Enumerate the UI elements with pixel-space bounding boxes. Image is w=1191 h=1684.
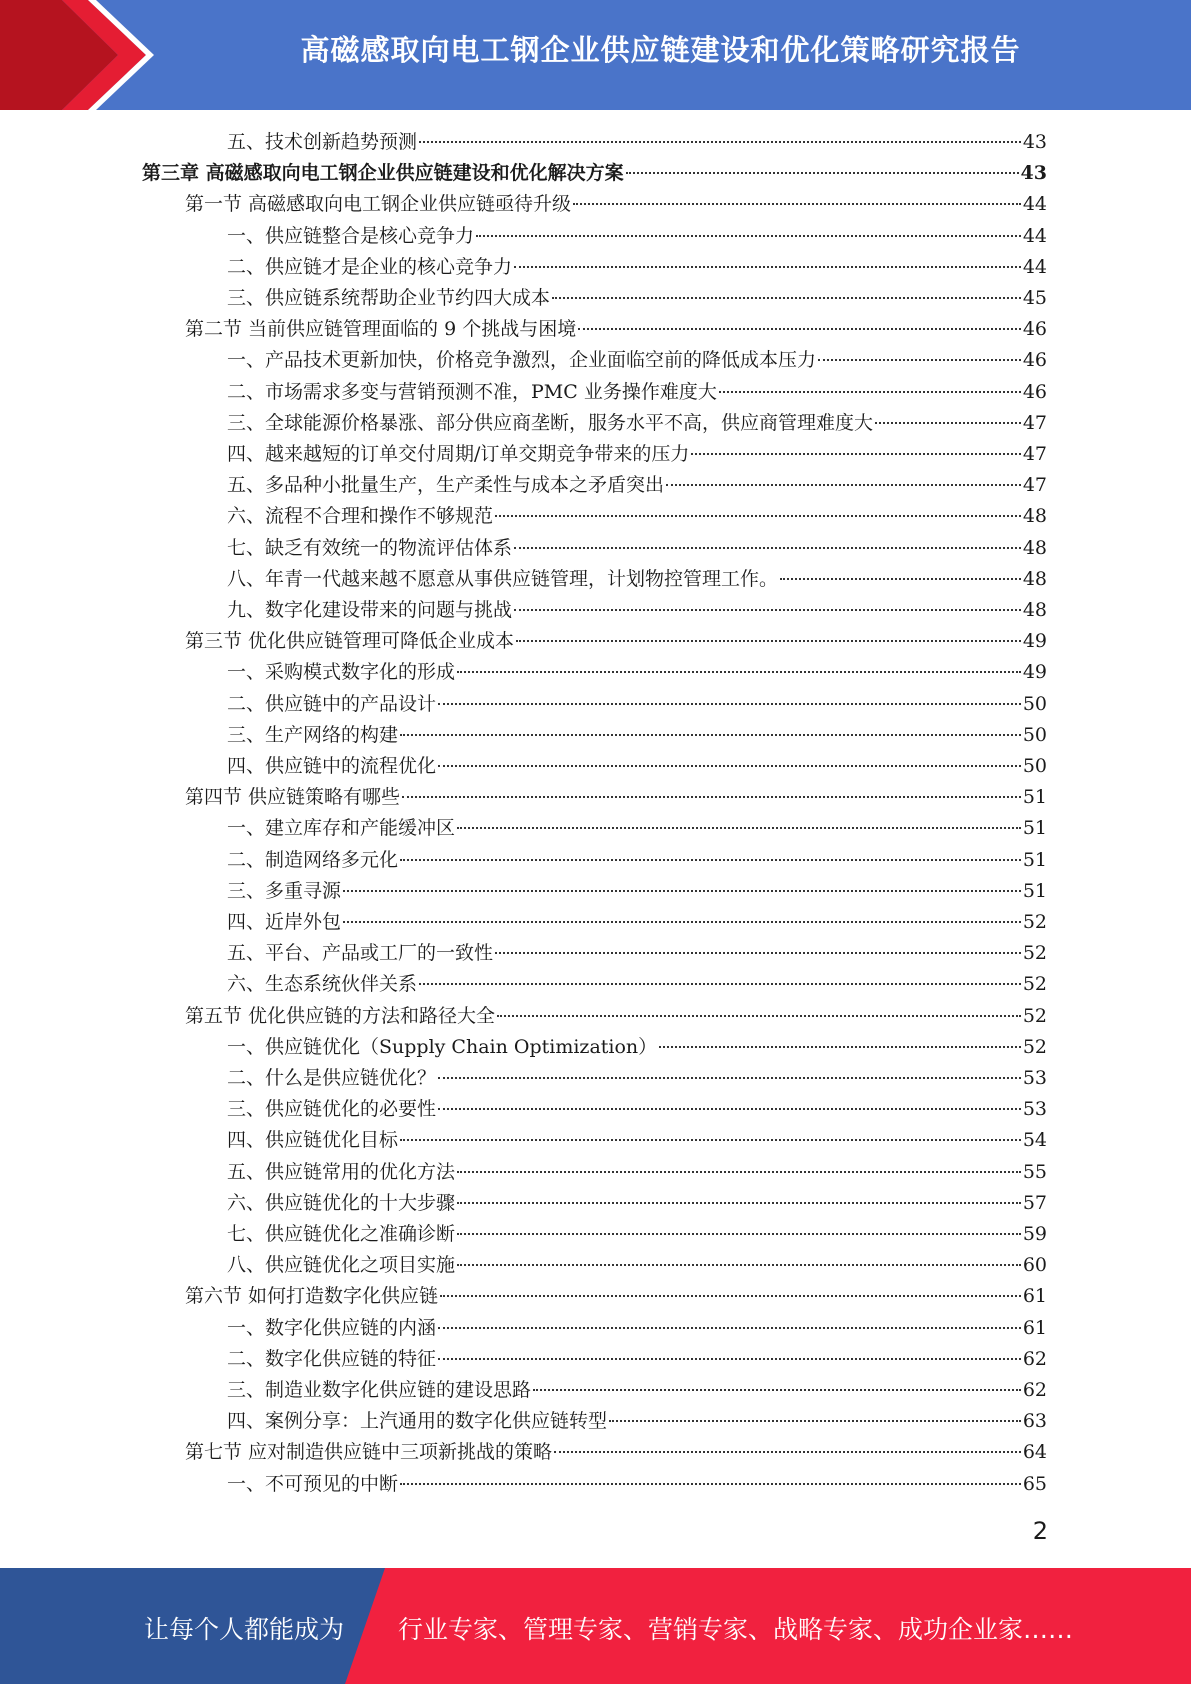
toc-dot-leader — [343, 921, 1021, 923]
toc-dot-leader — [457, 1171, 1021, 1173]
toc-entry-title: 三、供应链优化的必要性 — [227, 1098, 437, 1120]
toc-dot-leader — [609, 1420, 1021, 1422]
toc-entry[interactable] — [227, 689, 1047, 720]
toc-entry-title: 三、全球能源价格暴涨、部分供应商垄断，服务水平不高，供应商管理难度大 — [227, 412, 874, 434]
toc-entry-page: 52 — [1022, 973, 1047, 995]
page-header — [0, 0, 1191, 110]
toc-dot-leader — [457, 1233, 1021, 1235]
toc-entry-title: 八、年青一代越来越不愿意从事供应链管理，计划物控管理工作。 — [227, 568, 779, 590]
toc-entry[interactable] — [227, 969, 1047, 1000]
toc-entry-page: 52 — [1022, 1036, 1047, 1058]
toc-dot-leader — [438, 765, 1021, 767]
toc-entry-page: 48 — [1022, 537, 1047, 559]
toc-dot-leader — [495, 952, 1021, 954]
toc-entry[interactable] — [227, 1344, 1047, 1375]
toc-entry-title: 第三章 高磁感取向电工钢企业供应链建设和优化解决方案 — [142, 162, 624, 184]
toc-dot-leader — [440, 1295, 1021, 1297]
toc-entry-page: 51 — [1022, 849, 1047, 871]
toc-entry-title: 四、案例分享：上汽通用的数字化供应链转型 — [227, 1410, 608, 1432]
toc-entry[interactable] — [227, 252, 1047, 283]
page-number: 2 — [1032, 1517, 1048, 1545]
toc-entry-page: 46 — [1022, 381, 1047, 403]
toc-entry-page: 49 — [1022, 630, 1047, 652]
toc-entry[interactable] — [227, 221, 1047, 252]
toc-entry-title: 三、供应链系统帮助企业节约四大成本 — [227, 287, 551, 309]
toc-entry[interactable] — [227, 345, 1047, 376]
toc-entry-page: 52 — [1022, 942, 1047, 964]
toc-entry-title: 三、生产网络的构建 — [227, 724, 399, 746]
toc-entry-title: 第一节 高磁感取向电工钢企业供应链亟待升级 — [185, 193, 572, 215]
toc-entry[interactable] — [227, 751, 1047, 782]
toc-dot-leader — [533, 1389, 1021, 1391]
toc-dot-leader — [438, 1077, 1021, 1079]
toc-entry-title: 一、不可预见的中断 — [227, 1473, 399, 1495]
toc-entry[interactable] — [227, 283, 1047, 314]
toc-entry-page: 64 — [1022, 1441, 1047, 1463]
toc-entry-page: 62 — [1022, 1379, 1047, 1401]
toc-entry-page: 50 — [1022, 724, 1047, 746]
toc-entry-page: 44 — [1022, 256, 1047, 278]
toc-dot-leader — [457, 671, 1021, 673]
toc-entry-page: 49 — [1022, 661, 1047, 683]
toc-entry-title: 第六节 如何打造数字化供应链 — [185, 1285, 439, 1307]
toc-entry-page: 43 — [1020, 162, 1047, 184]
toc-entry-page: 60 — [1022, 1254, 1047, 1276]
toc-entry-title: 五、平台、产品或工厂的一致性 — [227, 942, 494, 964]
toc-dot-leader — [400, 859, 1021, 861]
report-title: 高磁感取向电工钢企业供应链建设和优化策略研究报告 — [300, 33, 1021, 67]
toc-entry-title: 七、供应链优化之准确诊断 — [227, 1223, 456, 1245]
toc-entry[interactable] — [185, 1001, 1047, 1032]
toc-entry-title: 九、数字化建设带来的问题与挑战 — [227, 599, 513, 621]
toc-entry-page: 53 — [1022, 1098, 1047, 1120]
toc-dot-leader — [438, 703, 1021, 705]
toc-entry[interactable] — [227, 1219, 1047, 1250]
toc-entry-title: 第四节 供应链策略有哪些 — [185, 786, 401, 808]
toc-entry[interactable] — [185, 782, 1047, 813]
toc-entry-title: 六、生态系统伙伴关系 — [227, 973, 418, 995]
toc-entry-title: 一、数字化供应链的内涵 — [227, 1317, 437, 1339]
toc-entry-title: 一、供应链整合是核心竞争力 — [227, 225, 475, 247]
toc-entry[interactable] — [227, 1032, 1047, 1063]
toc-entry-page: 51 — [1022, 817, 1047, 839]
toc-entry[interactable] — [227, 1375, 1047, 1406]
toc-entry[interactable] — [227, 813, 1047, 844]
toc-entry-title: 二、制造网络多元化 — [227, 849, 399, 871]
toc-entry-page: 54 — [1022, 1129, 1047, 1151]
toc-entry-page: 51 — [1022, 786, 1047, 808]
toc-entry[interactable] — [227, 876, 1047, 907]
toc-dot-leader — [554, 1451, 1021, 1453]
toc-dot-leader — [400, 734, 1021, 736]
toc-dot-leader — [514, 609, 1021, 611]
toc-entry-title: 六、供应链优化的十大步骤 — [227, 1192, 456, 1214]
toc-entry-title: 第五节 优化供应链的方法和路径大全 — [185, 1005, 496, 1027]
toc-entry-page: 45 — [1022, 287, 1047, 309]
toc-entry-page: 51 — [1022, 880, 1047, 902]
toc-entry-page: 61 — [1022, 1317, 1047, 1339]
toc-dot-leader — [438, 1358, 1021, 1360]
toc-entry-title: 第七节 应对制造供应链中三项新挑战的策略 — [185, 1441, 553, 1463]
toc-entry-title: 第三节 优化供应链管理可降低企业成本 — [185, 630, 515, 652]
toc-dot-leader — [438, 1327, 1021, 1329]
toc-entry[interactable] — [227, 1250, 1047, 1281]
toc-entry-title: 五、技术创新趋势预测 — [227, 131, 418, 153]
toc-entry[interactable] — [227, 439, 1047, 470]
toc-entry-page: 50 — [1022, 755, 1047, 777]
toc-dot-leader — [497, 1015, 1021, 1017]
toc-entry[interactable] — [185, 314, 1047, 345]
toc-entry-title: 八、供应链优化之项目实施 — [227, 1254, 456, 1276]
toc-dot-leader — [514, 547, 1021, 549]
toc-entry-title: 六、流程不合理和操作不够规范 — [227, 505, 494, 527]
toc-entry-page: 59 — [1022, 1223, 1047, 1245]
toc-entry[interactable] — [227, 907, 1047, 938]
toc-entry[interactable] — [227, 408, 1047, 439]
toc-dot-leader — [875, 422, 1021, 424]
toc-entry-title: 三、制造业数字化供应链的建设思路 — [227, 1379, 532, 1401]
toc-entry-page: 62 — [1022, 1348, 1047, 1370]
toc-dot-leader — [457, 827, 1021, 829]
toc-entry[interactable] — [227, 501, 1047, 532]
toc-dot-leader — [780, 578, 1021, 580]
toc-entry-page: 57 — [1022, 1192, 1047, 1214]
toc-dot-leader — [626, 172, 1019, 174]
toc-dot-leader — [573, 203, 1021, 205]
toc-dot-leader — [516, 640, 1021, 642]
toc-dot-leader — [343, 890, 1021, 892]
toc-entry-title: 二、数字化供应链的特征 — [227, 1348, 437, 1370]
page-footer — [0, 1568, 1191, 1684]
toc-dot-leader — [457, 1202, 1021, 1204]
toc-entry-page: 55 — [1022, 1161, 1047, 1183]
toc-entry[interactable] — [227, 1406, 1047, 1437]
toc-entry[interactable] — [227, 657, 1047, 688]
toc-entry[interactable] — [227, 1469, 1047, 1500]
toc-dot-leader — [514, 266, 1021, 268]
toc-entry[interactable] — [227, 1125, 1047, 1156]
toc-dot-leader — [659, 1046, 1021, 1048]
footer-slogan-left: 让每个人都能成为 — [144, 1615, 345, 1644]
toc-dot-leader — [402, 796, 1021, 798]
toc-dot-leader — [691, 453, 1020, 455]
toc-entry-page: 52 — [1022, 1005, 1047, 1027]
toc-entry[interactable] — [227, 1063, 1047, 1094]
toc-entry-title: 一、采购模式数字化的形成 — [227, 661, 456, 683]
toc-entry-title: 三、多重寻源 — [227, 880, 342, 902]
toc-entry-title: 四、供应链优化目标 — [227, 1129, 399, 1151]
toc-entry-page: 46 — [1022, 318, 1047, 340]
toc-entry[interactable] — [185, 1281, 1047, 1312]
toc-entry-page: 44 — [1022, 225, 1047, 247]
toc-entry[interactable] — [227, 1188, 1047, 1219]
toc-entry[interactable] — [227, 1313, 1047, 1344]
toc-entry-page: 44 — [1022, 193, 1047, 215]
toc-entry-page: 48 — [1022, 599, 1047, 621]
chevron-arrow-icon — [0, 0, 160, 110]
toc-entry-title: 五、多品种小批量生产，生产柔性与成本之矛盾突出 — [227, 474, 665, 496]
toc-entry[interactable] — [227, 127, 1047, 158]
toc-dot-leader — [457, 1264, 1021, 1266]
toc-entry[interactable] — [227, 1157, 1047, 1188]
toc-entry[interactable] — [227, 470, 1047, 501]
toc-entry[interactable] — [185, 189, 1047, 220]
toc-entry[interactable] — [227, 720, 1047, 751]
toc-entry-page: 47 — [1022, 443, 1047, 465]
toc-dot-leader — [476, 235, 1021, 237]
toc-entry-title: 二、市场需求多变与营销预测不准，PMC 业务操作难度大 — [227, 381, 717, 403]
toc-entry-title: 一、产品技术更新加快，价格竞争激烈，企业面临空前的降低成本压力 — [227, 349, 817, 371]
toc-dot-leader — [400, 1483, 1021, 1485]
toc-dot-leader — [419, 983, 1021, 985]
toc-entry[interactable] — [227, 1094, 1047, 1125]
toc-entry-page: 52 — [1022, 911, 1047, 933]
toc-dot-leader — [419, 141, 1021, 143]
toc-entry[interactable] — [227, 845, 1047, 876]
toc-entry-title: 四、越来越短的订单交付周期/订单交期竞争带来的压力 — [227, 443, 690, 465]
toc-dot-leader — [400, 1139, 1021, 1141]
toc-entry-page: 53 — [1022, 1067, 1047, 1089]
toc-entry-page: 48 — [1022, 568, 1047, 590]
toc-entry[interactable] — [227, 595, 1047, 626]
toc-entry[interactable] — [142, 158, 1047, 189]
toc-entry-page: 47 — [1022, 474, 1047, 496]
toc-dot-leader — [552, 297, 1021, 299]
toc-entry[interactable] — [185, 1437, 1047, 1468]
toc-dot-leader — [818, 359, 1021, 361]
toc-entry-title: 一、供应链优化（Supply Chain Optimization） — [227, 1036, 658, 1058]
toc-dot-leader — [495, 515, 1021, 517]
toc-dot-leader — [719, 391, 1021, 393]
footer-slogan-right: 行业专家、管理专家、营销专家、战略专家、成功企业家…… — [398, 1615, 1074, 1644]
toc-entry-title: 四、近岸外包 — [227, 911, 342, 933]
toc-entry-title: 四、供应链中的流程优化 — [227, 755, 437, 777]
toc-dot-leader — [438, 1108, 1021, 1110]
toc-entry-page: 43 — [1022, 131, 1047, 153]
toc-entry-title: 二、供应链中的产品设计 — [227, 693, 437, 715]
toc-entry-page: 65 — [1022, 1473, 1047, 1495]
toc-entry-title: 二、供应链才是企业的核心竞争力 — [227, 256, 513, 278]
toc-entry[interactable] — [227, 377, 1047, 408]
toc-entry-page: 63 — [1022, 1410, 1047, 1432]
toc-entry-title: 第二节 当前供应链管理面临的 9 个挑战与困境 — [185, 318, 577, 340]
toc-dot-leader — [578, 328, 1021, 330]
toc-entry-page: 47 — [1022, 412, 1047, 434]
toc-entry[interactable] — [227, 938, 1047, 969]
toc-entry[interactable] — [227, 533, 1047, 564]
toc-entry-page: 46 — [1022, 349, 1047, 371]
toc-entry[interactable] — [227, 564, 1047, 595]
toc-entry[interactable] — [185, 626, 1047, 657]
toc-dot-leader — [666, 484, 1021, 486]
toc-entry-page: 50 — [1022, 693, 1047, 715]
toc-entry-page: 48 — [1022, 505, 1047, 527]
toc-entry-title: 五、供应链常用的优化方法 — [227, 1161, 456, 1183]
toc-entry-title: 二、什么是供应链优化？ — [227, 1067, 437, 1089]
toc-entry-title: 一、建立库存和产能缓冲区 — [227, 817, 456, 839]
toc-entry-page: 61 — [1022, 1285, 1047, 1307]
toc-entry-title: 七、缺乏有效统一的物流评估体系 — [227, 537, 513, 559]
